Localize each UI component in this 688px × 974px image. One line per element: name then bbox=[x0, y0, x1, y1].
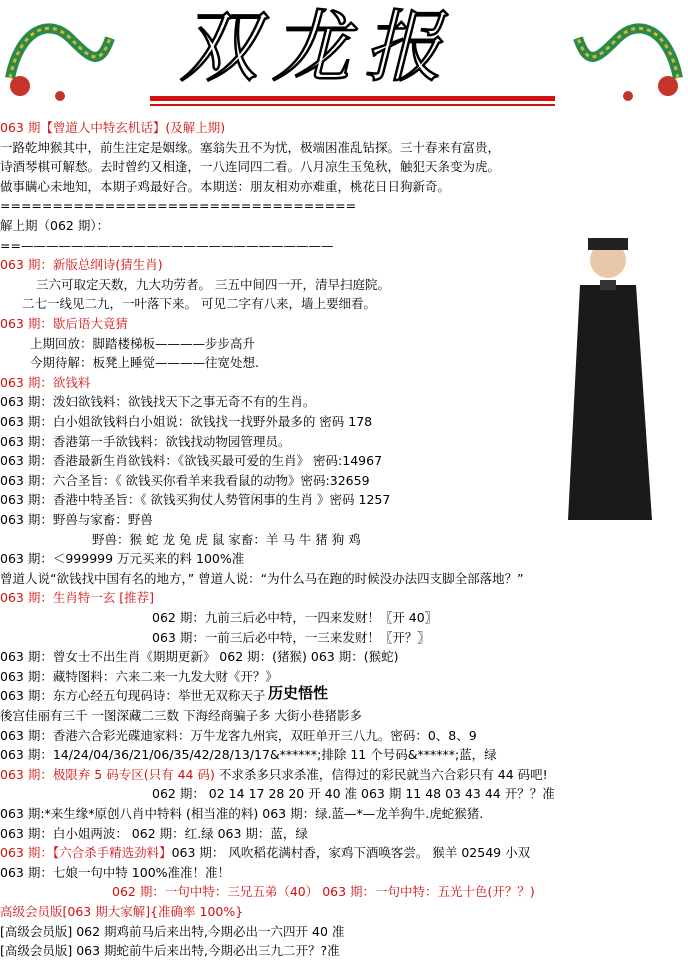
line-text: 063 期：生肖特一玄 [推荐] bbox=[0, 590, 155, 606]
text-line bbox=[0, 177, 450, 197]
text-line bbox=[0, 588, 154, 608]
text-line bbox=[0, 118, 225, 138]
newspaper-title: 双龙报 bbox=[180, 3, 457, 93]
text-line bbox=[0, 216, 109, 236]
text-line bbox=[0, 490, 390, 510]
line-text: 063 期：野兽与家畜：野兽 bbox=[0, 512, 153, 527]
dragon-right-icon bbox=[568, 8, 688, 103]
line-text: 三六可取定天数，九大功劳者。 三五中间四一开，清早扫庭院。 bbox=[36, 276, 390, 292]
line-text: 063 期：曾女士不出生肖《期期更新》 062 期：(猪猴) 063 期：(猴蛇) bbox=[0, 649, 399, 665]
line-tail: 不求杀多只求杀准，信得过的彩民就当六合彩只有 44 码吧! bbox=[214, 766, 548, 782]
text-line bbox=[0, 138, 500, 158]
text-line bbox=[152, 628, 430, 648]
text-line bbox=[36, 275, 390, 295]
text-line bbox=[152, 608, 437, 628]
text-line bbox=[0, 647, 398, 667]
line-text: 诗酒琴棋可解愁。去时曾约又相逢，一八连同四二看。八月凉生玉兔秋，触犯天条变为虎。 bbox=[0, 159, 501, 175]
text-line bbox=[0, 392, 315, 412]
line-text: 063 期：＜999999 万元买来的料 100%准 bbox=[0, 551, 245, 567]
text-line bbox=[0, 314, 128, 334]
line-text: 063 期：极限弃 5 码专区(只有 44 码) bbox=[0, 766, 215, 782]
text-line bbox=[0, 255, 163, 275]
title-underline bbox=[150, 96, 555, 101]
text-line bbox=[92, 530, 361, 550]
line-text: [高级会员版] 063 期蛇前牛后来出特,今期必出三九二开？?准 bbox=[0, 943, 340, 959]
text-line bbox=[0, 569, 524, 589]
text-line bbox=[0, 706, 362, 726]
line-text: 063 期：泼妇欲钱料：欲钱找天下之事无奇不有的生肖。 bbox=[0, 394, 316, 410]
text-line bbox=[0, 236, 333, 256]
line-text: [高级会员版] 062 期鸡前马后来出特,今期必出一六四开 40 准 bbox=[0, 923, 345, 939]
text-line bbox=[0, 510, 153, 530]
line-text: 063 期：白小姐两波： 062 期：红.绿 063 期：蓝，绿 bbox=[0, 825, 308, 841]
line-text: 063 期：歇后语大竟猜 bbox=[0, 316, 128, 331]
line-text: 高级会员版[063 期大家解]{准确率 100%} bbox=[0, 904, 244, 919]
text-line bbox=[30, 334, 255, 354]
line-text: 二七一线见二九，一叶落下来。 可见二字有八来，墙上要细看。 bbox=[22, 296, 376, 312]
text-line bbox=[30, 353, 259, 373]
text-line bbox=[112, 882, 535, 902]
text-line bbox=[0, 902, 243, 922]
text-line bbox=[0, 922, 344, 942]
line-text: 063 期：香港中特圣旨：《 欲钱买狗仗人势管闲事的生肖 》密码 1257 bbox=[0, 492, 391, 508]
text-line bbox=[0, 843, 530, 863]
text-line bbox=[0, 804, 483, 824]
line-text: 062 期： 02 14 17 28 20 开 40 准 063 期 11 48 03 43 44 开？？准 bbox=[152, 786, 555, 802]
line-text: 野兽：猴 蛇 龙 兔 虎 鼠 家畜：羊 马 牛 猪 狗 鸡 bbox=[92, 531, 361, 547]
title-underline-thin bbox=[150, 104, 555, 106]
text-line bbox=[0, 667, 278, 687]
line-text: 063 期：藏特图料：六来二来一九发大财《开？》 bbox=[0, 668, 278, 684]
line-text: 063 期：香港最新生肖欲钱料：《欲钱买最可爱的生肖》 密码:14967 bbox=[0, 453, 383, 469]
line-text: 做事瞒心未地知，本期子鸡最好合。本期送：朋友相劝亦难重，桃花日日狗新奇。 bbox=[0, 178, 451, 194]
text-line bbox=[0, 196, 356, 216]
line-text: 一路乾坤猴其中，前生注定是姻缘。塞翁失丑不为忧，极端困准乱钻探。三十春来有富贵， bbox=[0, 139, 501, 155]
line-text: 062 期：一句中特：三兄五弟（40） 063 期：一句中特：五光十色(开？？) bbox=[112, 884, 535, 900]
line-text: 063 期：一前三后必中特，一三来发财！〖开？〗 bbox=[152, 629, 430, 645]
line-text: 063 期【曾道人中特玄机话】(及解上期) bbox=[0, 120, 226, 135]
line-text: 063 期：六合圣旨：《 欲钱买你看羊来我看鼠的动物》密码:32659 bbox=[0, 472, 370, 488]
line-text: 063 期：【六合杀手精选劲料】 bbox=[0, 845, 172, 861]
line-text: 後宫佳丽有三千 一图深藏二三数 下海经商骗子多 大街小巷猪影多 bbox=[0, 708, 362, 723]
dragon-left-icon bbox=[0, 8, 120, 103]
line-text: 063 期:*来生缘*原创八肖中特料 (相当准的料) 063 期：绿.蓝—*—龙羊狗牛.虎蛇猴猪. bbox=[0, 806, 484, 821]
text-line bbox=[0, 373, 90, 393]
text-line bbox=[0, 745, 497, 765]
text-line bbox=[22, 294, 376, 314]
stamp-text: 历史悟性 bbox=[268, 684, 329, 702]
text-line bbox=[0, 765, 548, 785]
line-text: 曾道人说“欲钱找中国有名的地方，” 曾道人说：“为什么马在跑的时候没办法四支脚全部落地？” bbox=[0, 570, 524, 586]
text-line bbox=[152, 784, 555, 804]
text-line bbox=[0, 471, 370, 491]
text-line bbox=[0, 941, 340, 961]
line-text: 063 期：白小姐欲钱料白小姐说：欲钱找一找野外最多的 密码 178 bbox=[0, 414, 373, 429]
text-line bbox=[0, 412, 372, 432]
text-line bbox=[0, 157, 500, 177]
line-text: 063 期：七娘一句中特 100%准准！准！ bbox=[0, 864, 231, 880]
line-text: 今期待解：板凳上睡觉————往宽处想. bbox=[30, 355, 259, 371]
text-line bbox=[0, 824, 308, 844]
line-text: 063 期：香港第一手欲钱料：欲钱找动物园管理员。 bbox=[0, 433, 291, 449]
line-tail: 063 期： 风吹稻花满村香，家鸡下酒唤客尝。 猴羊 02549 小双 bbox=[171, 845, 531, 861]
masthead bbox=[0, 0, 688, 118]
line-text: 上期回放：脚踏楼梯板————步步高升 bbox=[30, 335, 256, 351]
line-text: 063 期：欲钱料 bbox=[0, 374, 91, 390]
person-figure-icon bbox=[560, 230, 670, 530]
text-line bbox=[0, 686, 265, 706]
line-text: 063 期：东方心经五句现码诗：举世无双称天子 bbox=[0, 688, 266, 704]
line-text: ==————————————————————————— bbox=[0, 237, 334, 253]
text-line bbox=[0, 451, 382, 471]
text-line bbox=[0, 432, 290, 452]
line-text: 063 期：香港六合彩光碟迪家料：万牛龙客九州宾，双旺单开三八九。密码：0、8、9 bbox=[0, 727, 477, 743]
line-text: 063 期：14/24/04/36/21/06/35/42/28/13/17&******;排除 11 个号码&******;蓝，绿 bbox=[0, 747, 497, 763]
text-line bbox=[0, 726, 477, 746]
line-text: ================================== bbox=[0, 198, 357, 214]
text-line bbox=[0, 549, 244, 569]
line-text: 063 期：新版总纲诗(猜生肖) bbox=[0, 257, 163, 273]
line-text: 解上期（062 期）： bbox=[0, 218, 110, 233]
line-text: 062 期：九前三后必中特，一四来发财！〖开 40〗 bbox=[152, 610, 438, 625]
text-line bbox=[0, 863, 230, 883]
